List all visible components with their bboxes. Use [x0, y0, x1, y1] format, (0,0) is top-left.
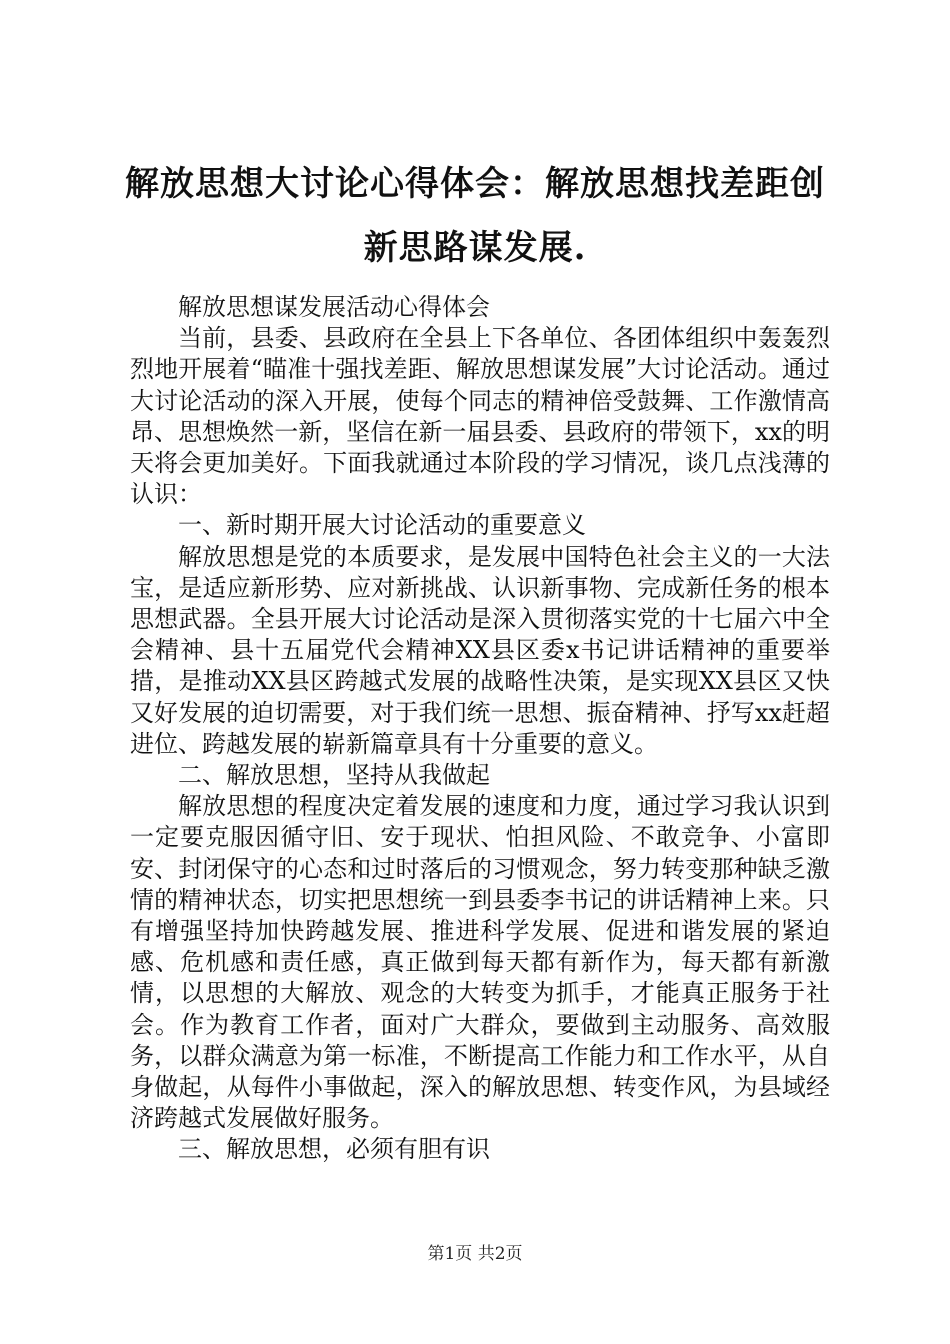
paragraph-intro: 当前，县委、县政府在全县上下各单位、各团体组织中轰轰烈烈地开展着“瞄准十强找差距、解放思想谋发展”大讨论活动。通过大讨论活动的深入开展，使每个同志的精神倍受鼓舞、工作激情高昂、思想焕然一新，坚信在新一届县委、县政府的带领下，xx的明天将会更加美好。下面我就通过本阶段的学习情况，谈几点浅薄的认识：: [130, 324, 830, 509]
document-body: [130, 292, 830, 1166]
section-heading-3: 三、解放思想，必须有胆有识: [178, 1135, 490, 1164]
section-heading-2: 二、解放思想，坚持从我做起: [178, 761, 490, 790]
section-heading-1: 一、新时期开展大讨论活动的重要意义: [178, 511, 586, 540]
paragraph-section-2: 解放思想的程度决定着发展的速度和力度，通过学习我认识到一定要克服因循守旧、安于现状、怕担风险、不敢竞争、小富即安、封闭保守的心态和过时落后的习惯观念，努力转变那种缺乏激情的精神状态，切实把思想统一到县委李书记的讲话精神上来。只有增强坚持加快跨越发展、推进科学发展、促进和谐发展的紧迫感、危机感和责任感，真正做到每天都有新作为，每天都有新激情，以思想的大解放、观念的大转变为抓手，才能真正服务于社会。作为教育工作者，面对广大群众，要做到主动服务、高效服务，以群众满意为第一标准，不断提高工作能力和工作水平，从自身做起，从每件小事做起，深入的解放思想、转变作风，为县域经济跨越式发展做好服务。: [130, 792, 830, 1133]
paragraph-subtitle: 解放思想谋发展活动心得体会: [178, 293, 490, 321]
page-footer: 第1页 共2页: [427, 1244, 523, 1264]
paragraph-section-1: 解放思想是党的本质要求，是发展中国特色社会主义的一大法宝，是适应新形势、应对新挑战、认识新事物、完成新任务的根本思想武器。全县开展大讨论活动是深入贯彻落实党的十七届六中全会精神、县十五届党代会精神XX县区委x书记讲话精神的重要举措，是推动XX县区跨越式发展的战略性决策，是实现XX县区又快又好发展的迫切需要，对于我们统一思想、振奋精神、抒写xx赶超进位、跨越发展的崭新篇章具有十分重要的意义。: [130, 542, 830, 758]
document-title: 解放思想大讨论心得体会：解放思想找差距创新思路谋发展.: [125, 164, 825, 268]
